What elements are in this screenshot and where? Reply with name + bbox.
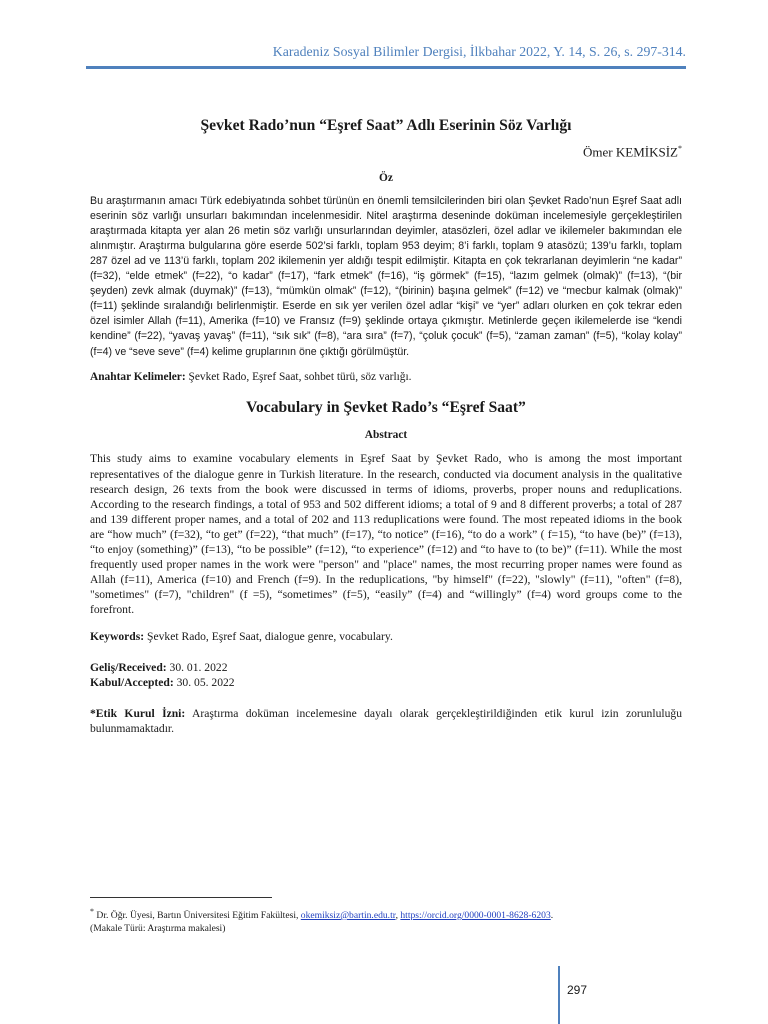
- footnote-rule: [90, 897, 272, 898]
- keywords-en-text: Şevket Rado, Eşref Saat, dialogue genre, vocabulary.: [144, 630, 393, 644]
- abstract-tr: Bu araştırmanın amacı Türk edebiyatında sohbet türünün en önemli temsilcilerinden biri olan Şevket Rado’nun Eşref Saat adlı eserinin söz varlığı unsurları bakımından incelenmesidir. Nitel araştırma deseninde doküman incelemesiyle gerçekleştirilen araştırmada kitapta yer alan 26 metin söz varlığı unsurlarından deyimler, atasözleri, özel adlar ve ikilemeler bakımından ele alınmıştır. Araştırma bulgularına göre eserde 502’si farklı, toplam 953 deyim; 8’i farklı, toplam 9 atasözü; 139’u farklı, toplam 287 özel ad ve 113’ü farklı, toplam 202 ikilemenin yer aldığı tespit edilmiştir. Kitapta en çok tekrarlanan deyimlerin “ne kadar” (f=32), “elde etmek” (f=22), “o kadar” (f=17), “fark etmek” (f=16), “iş görmek” (f=15), “lazım gelmek (olmak)” (f=13), “(bir şeyden) zevk almak (duymak)” (f=13), “mümkün olmak” (f=12), “(birinin) başına gelmek” (f=12) ve “mecbur kalmak (olmak)” (f=11) şeklinde sıralandığı belirlenmiştir. Eserde en sık yer verilen özel adlar “kişi” ve “yer” adları olurken en çok tekrar eden özel isimler Allah (f=11), Amerika (f=10) ve Fransız (f=9) şeklinde ortaya çıkmıştır. Metinlerde geçen ikilemelerde ise “kendi kendine” (f=22), “yavaş yavaş” (f=11), “sık sık” (f=8), “ara sıra” (f=7), “çoluk çocuk” (f=5), “zaman zaman” (f=5), “kolay kolay” (f=4) ve “seve seve” (f=4) kelime gruplarının öne çıktığı görülmüştür.: [90, 194, 682, 358]
- page-number-rule: [558, 966, 560, 1024]
- footnote-article-type: (Makale Türü: Araştırma makalesi): [90, 923, 226, 935]
- footnote-separator: ,: [395, 910, 401, 922]
- footnote-mark: *: [90, 907, 94, 916]
- footnote-end: .: [550, 910, 554, 922]
- footnote-affiliation-line: [90, 905, 690, 922]
- author-line: [90, 141, 682, 159]
- article-body: [90, 118, 682, 736]
- ethics-statement: [90, 706, 682, 736]
- article-title-en: Vocabulary in Şevket Rado’s “Eşref Saat”: [246, 399, 526, 417]
- accepted-label: Kabul/Accepted:: [90, 676, 174, 690]
- keywords-tr-label: Anahtar Kelimeler:: [90, 371, 186, 384]
- keywords-tr-text: Şevket Rado, Eşref Saat, sohbet türü, söz varlığı.: [185, 371, 412, 384]
- keywords-en-label: Keywords:: [90, 630, 145, 644]
- ethics-label: *Etik Kurul İzni:: [90, 707, 186, 721]
- running-header: Karadeniz Sosyal Bilimler Dergisi, İlkbahar 2022, Y. 14, S. 26, s. 297-314.: [272, 44, 686, 59]
- keywords-en: [90, 629, 682, 644]
- abstract-en: This study aims to examine vocabulary elements in Eşref Saat by Şevket Rado, who is among the most important representatives of the dialogue genre in Turkish literature. In the research, conducted via document analysis in the qualitative research design, 26 texts from the book were discussed in terms of idioms, proverbs, proper nouns and reduplications. According to the research findings, a total of 953 and 502 different idioms; a total of 9 and 8 different proverbs; a total of 287 and 139 different proper names, and a total of 202 and 113 reduplications were found. The most repeated idioms in the book are “how much” (f=32), “to get” (f=22), “that much” (f=17), “to notice” (f=16), “to do a work” ( f=15), “to have (be)” (f=13), “to enjoy (something)” (f=13), “to be possible” (f=12), “to experience” (f=12) and “to have to (to be)” (f=11). While the most frequently used proper names in the work were "person" and "place" names, the most recurring proper names were found as Allah (f=11), America (f=10) and French (f=9). In the reduplications, "by himself" (f=22), "slowly" (f=11), "often" (f=8), "sometimes" (f=7), "children" (f =5), “sometimes” (f=5), “easily” (f=4) and “willingly” (f=4) word groups come to the forefront.: [90, 452, 682, 617]
- accepted-date: [90, 675, 682, 690]
- ethics-text: Araştırma doküman incelemesine dayalı olarak gerçekleştirildiğinden etik kurul izin zorunluluğu bulunmamaktadır.: [90, 707, 682, 736]
- author-name: Ömer KEMİKSİZ: [583, 144, 678, 160]
- author-footnote-mark: *: [678, 144, 682, 154]
- received-label: Geliş/Received:: [90, 661, 167, 675]
- abstract-heading-tr: Öz: [379, 171, 393, 184]
- header-rule: [86, 66, 686, 69]
- dates-block: [90, 660, 682, 690]
- page-number: 297: [567, 983, 588, 997]
- orcid-link[interactable]: https://orcid.org/0000-0001-8628-6203: [400, 910, 551, 922]
- email-link[interactable]: okemiksiz@bartin.edu.tr: [300, 910, 396, 922]
- keywords-tr: [90, 370, 682, 385]
- abstract-heading-en: Abstract: [364, 429, 408, 442]
- received-date: [90, 660, 682, 675]
- received-value: 30. 01. 2022: [166, 661, 228, 675]
- footnote-affiliation: Dr. Öğr. Üyesi, Bartın Üniversitesi Eğitim Fakültesi,: [94, 910, 301, 922]
- accepted-value: 30. 05. 2022: [173, 676, 235, 690]
- article-title-tr: Şevket Rado’nun “Eşref Saat” Adlı Eserinin Söz Varlığı: [200, 117, 572, 134]
- footnote: [90, 905, 690, 935]
